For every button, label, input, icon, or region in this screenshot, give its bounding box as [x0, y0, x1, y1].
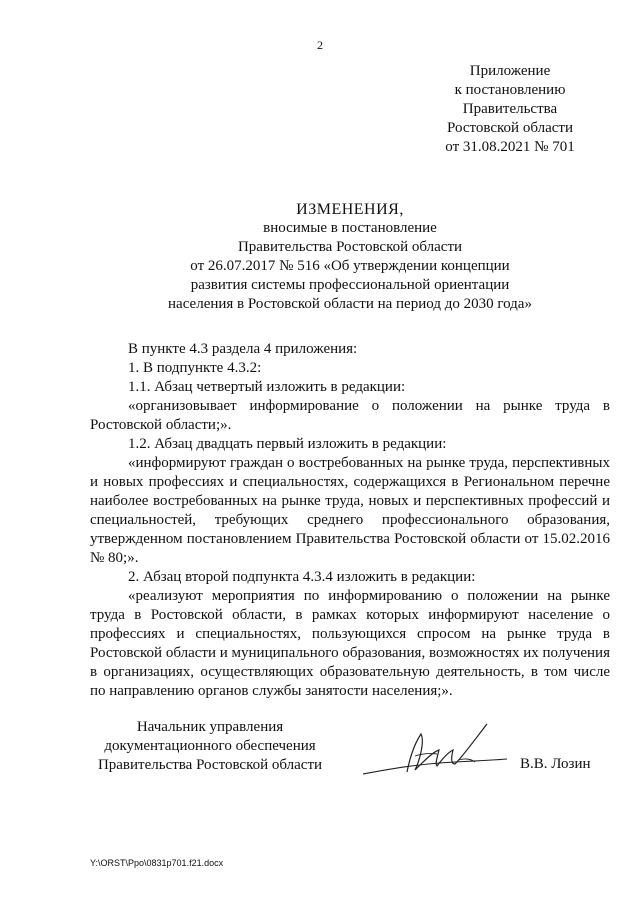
appendix-line: Приложение: [469, 63, 551, 79]
paragraph-item-1-1: 1.1. Абзац четвертый изложить в редакции:: [128, 379, 406, 395]
signatory-position: [90, 718, 330, 775]
appendix-line: Правительства: [462, 101, 558, 117]
paragraph-item-2: 2. Абзац второй подпункта 4.3.4 изложить в редакции:: [128, 569, 476, 585]
paragraph-intro: В пункте 4.3 раздела 4 приложения:: [128, 341, 358, 357]
position-line: документационного обеспечения: [104, 738, 316, 754]
heading-line: развития системы профессиональной ориентации: [190, 277, 510, 293]
appendix-line: от 31.08.2021 № 701: [445, 139, 575, 155]
paragraph-item-1-2: 1.2. Абзац двадцать первый изложить в редакции:: [128, 436, 447, 452]
heading-line: вносимые в постановление: [263, 220, 437, 236]
file-path: Y:\ORST\Ppo\0831p701.f21.docx: [90, 858, 224, 868]
heading-line: от 26.07.2017 № 516 «Об утверждении концепции: [190, 258, 510, 274]
paragraph-quote-1: «организовывает информирование о положении на рынке труда в Ростовской области;».: [90, 398, 610, 433]
signatory-name: В.В. Лозин: [520, 756, 591, 772]
position-line: Правительства Ростовской области: [97, 757, 323, 773]
heading-line: Правительства Ростовской области: [237, 239, 463, 255]
position-line: Начальник управления: [136, 719, 284, 735]
page-number: 2: [317, 38, 323, 52]
paragraph-quote-2: «информируют граждан о востребованных на рынке труда, перспективных и новых профессиях и специальностях, содержащихся в Региональном перечне наиболее востребованных на рынке труда, новых и перспективных профессий и специальностей, требующих среднего профессионального образования, утвержденном постановлением Правительства Ростовской области от 15.02.2016 № 80;».: [90, 455, 610, 566]
appendix-header: [420, 62, 600, 157]
document-heading: [130, 200, 570, 314]
paragraph-item-1: 1. В подпункте 4.3.2:: [128, 360, 262, 376]
appendix-line: к постановлению: [454, 82, 566, 98]
handwritten-signature: [355, 712, 515, 792]
appendix-line: Ростовской области: [447, 120, 573, 136]
paragraph-quote-3: «реализуют мероприятия по информированию о положении на рынке труда в Ростовской области, в рамках которых информируют население о профессиях и специальностях, пользующихся спросом на рынке труда в Ростовской области и муниципального образования, возможностях их получения в организациях, осуществляющих образовательную деятельность, в том числе по направлению органов службы занятости населения;».: [90, 588, 610, 699]
heading-line: населения в Ростовской области на период до 2030 года»: [168, 296, 532, 312]
document-body: [90, 340, 610, 701]
heading-title: ИЗМЕНЕНИЯ,: [296, 201, 404, 218]
